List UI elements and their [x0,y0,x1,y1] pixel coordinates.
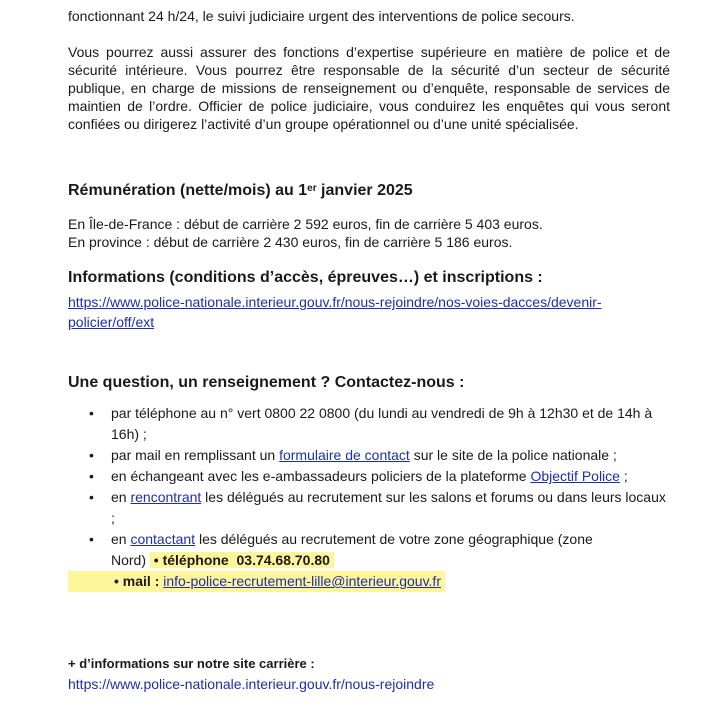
remuneration-idf: En Île-de-France : début de carrière 2 592 euros, fin de carrière 5 403 euros. [68,216,543,232]
list-item [68,445,670,466]
contact-phone-text: par téléphone au n° vert 0800 22 0800 (du lundi au vendredi de 9h à 12h30 et de 14h à 16h) ; [111,405,653,442]
remuneration-heading-sup: er [307,183,317,194]
contactant-link[interactable]: contactant [130,531,196,547]
list-item [68,466,670,487]
list-item [68,529,670,592]
more-info-heading: + d’informations sur notre site carrière : [68,656,315,671]
informations-link-line2[interactable]: policier/off/ext [68,314,155,330]
objectif-police-link[interactable]: Objectif Police [530,468,620,484]
remuneration-details [68,215,670,251]
bullet-icon: • [89,489,94,505]
bullet-icon: • [89,405,94,421]
remuneration-province: En province : début de carrière 2 430 euros, fin de carrière 5 186 euros. [68,234,513,250]
telephone-label: • téléphone [153,552,229,568]
bullet-icon: • [89,447,94,463]
bullet-icon: • [89,531,94,547]
remuneration-heading [68,181,413,201]
list-item [68,487,670,529]
informations-link-line1[interactable]: https://www.police-nationale.interieur.gouv.fr/nous-rejoindre/nos-voies-dacces/devenir- [68,294,602,310]
mail-address-link[interactable]: info-police-recrutement-lille@interieur.gouv.fr [163,573,441,589]
intro-line: fonctionnant 24 h/24, le suivi judiciaire urgent des interventions de police secours. [68,8,575,24]
zone-nord-line [111,552,334,568]
bullet-icon: • [89,468,94,484]
contact-meet-text-after: les délégués au recrutement sur les salons et forums ou dans leurs locaux ; [111,489,666,526]
career-site-link[interactable]: https://www.police-nationale.interieur.gouv.fr/nous-rejoindre [68,676,435,692]
contact-form-link[interactable]: formulaire de contact [279,447,410,463]
contact-meet-text-before: en [111,489,131,505]
contact-ambassadors-text-before: en échangeant avec les e-ambassadeurs policiers de la plateforme [111,468,531,484]
remuneration-heading-date: janvier 2025 [316,182,413,199]
rencontrant-link[interactable]: rencontrant [130,489,202,505]
contact-heading: Une question, un renseignement ? Contactez-nous : [68,374,465,391]
informations-heading: Informations (conditions d’accès, épreuves…) et inscriptions : [68,269,543,286]
contact-mail-text-before: par mail en remplissant un [111,447,280,463]
contact-mail-text-after: sur le site de la police nationale ; [409,447,617,463]
telephone-highlight [150,552,334,568]
contact-zone-text-before: en [111,531,131,547]
informations-link[interactable] [68,292,670,332]
contact-ambassadors-text-after: ; [619,468,628,484]
contact-zone-text-after: les délégués au recrutement de votre zone géographique (zone [195,531,593,547]
contact-list [68,403,670,592]
telephone-number: 03.74.68.70.80 [236,552,330,568]
intro-paragraph: Vous pourrez aussi assurer des fonctions d’expertise supérieure en matière de police et de sécurité intérieure. Vous pourrez être responsable de la sécurité d’un secteur de sécurité publique, en charge de missions de renseignement ou d’enquête, responsable de services de maintien de l’ordre. Officier de police judiciaire, vous conduirez les enquêtes qui vous seront confiées ou dirigerez l’activité d’un groupe opérationnel ou d’une unité spécialisée. [68,44,670,132]
list-item [68,403,670,445]
mail-label: • mail : [114,573,160,589]
remuneration-heading-text: Rémunération (nette/mois) au 1 [68,182,308,199]
mail-highlight [68,571,445,592]
zone-nord-label: Nord) [111,552,147,568]
